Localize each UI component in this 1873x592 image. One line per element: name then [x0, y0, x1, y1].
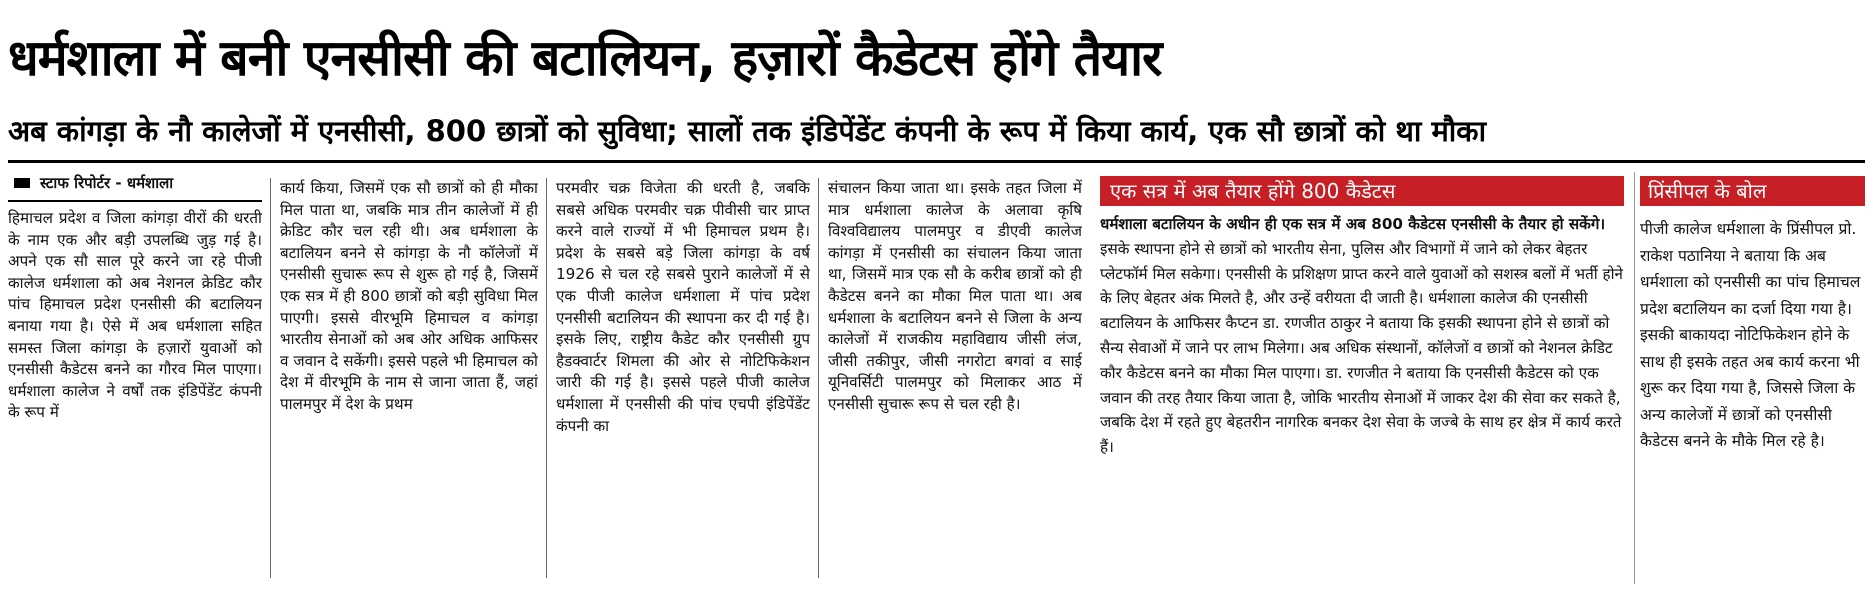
box-side-heading: प्रिंसीपल के बोल — [1640, 176, 1865, 206]
article-column-3 — [556, 178, 810, 590]
column-divider — [818, 178, 819, 578]
column-text: कार्य किया, जिसमें एक सौ छात्रों को ही मौका मिल पाता था, जबकि मात्र तीन कालेजों में ही क्रेडिट कौर चल रही थी। अब धर्मशाला के बटालियन बनने से कांगड़ा के नौ कॉलेजों में एनसीसी सुचारू रूप से शुरू हो गई है, जिसमें एक सत्र में ही 800 छात्रों को बड़ी सुविधा मिल पाएगी। इससे वीरभूमि हिमाचल व कांगड़ा भारतीय सेनाओं को अब ओर अधिक आफिसर व जवान दे सकेंगी। इससे पहले भी हिमाचल को देश में वीरभूमि के नाम से जाना जाता हैं, जहां पालमपुर में देश के प्रथम — [280, 179, 538, 413]
article-column-4 — [828, 178, 1082, 590]
article-column-1 — [8, 172, 262, 584]
column-divider — [270, 178, 271, 578]
article-column-2 — [280, 178, 538, 590]
top-rule — [8, 160, 1865, 163]
subheadline: अब कांगड़ा के नौ कालेजों में एनसीसी, 800 छात्रों को सुविधा; सालों तक इंडिपेंडेंट कंपनी के रूप में किया कार्य, एक सौ छात्रों को था मौका — [8, 114, 1487, 148]
column-divider — [546, 178, 547, 578]
box-main-heading: एक सत्र में अब तैयार होंगे 800 कैडेटस — [1100, 176, 1624, 206]
box-main-body — [1100, 212, 1624, 582]
headline: धर्मशाला में बनी एनसीसी की बटालियन, हज़ारों कैडेटस होंगे तैयार — [8, 29, 1162, 87]
column-text: हिमाचल प्रदेश व जिला कांगड़ा वीरों की धरती के नाम एक और बड़ी उपलब्धि जुड़ गई है। अपने एक सौ साल पूरे करने जा रहे पीजी कालेज धर्मशाला को अब नेशनल क्रेडिट कौर पांच हिमाचल प्रदेश एनसीसी की बटालियन बनाया गया है। ऐसे में अब धर्मशाला सहित समस्त जिला कांगड़ा के हज़ारों युवाओं को एनसीसी कैडेटस बनने का गौरव मिल पाएगा। धर्मशाला कालेज ने वर्षों तक इंडिपेंडेंट कंपनी के रूप में — [8, 209, 262, 422]
box-side-body: पीजी कालेज धर्मशाला के प्रिंसीपल प्रो. राकेश पठानिया ने बताया कि अब धर्मशाला को एनसीसी का पांच हिमाचल प्रदेश बटालियन का दर्जा दिया गया है। इसकी बाकायदा नोटिफिकेशन होने के साथ ही इसके तहत अब कार्य करना भी शुरू कर दिया गया है, जिससे जिला के अन्य कालेजों में छात्रों को एनसीसी कैडेटस बनने के मौके मिल रहे है। — [1640, 220, 1861, 450]
box-main-text: इसके स्थापना होने से छात्रों को भारतीय सेना, पुलिस और विभागों में जाने को लेकर बेहतर प्लेटफॉर्म मिल सकेगा। एनसीसी के प्रशिक्षण प्राप्त करने वाले युवाओं को सशस्त्र बलों में भर्ती होने के लिए बेहतर अंक मिलते है, और उन्हें वरीयता दी जाती है। धर्मशाला कालेज की एनसीसी बटालियन के आफिसर कैप्टन डा. रणजीत ठाकुर ने बताया कि इसकी स्थापना होने से छात्रों को सैन्य सेवाओं में जाने पर लाभ मिलेगा। अब अधिक संस्थानों, कॉलेजों व छात्रों को नेशनल क्रेडिट कौर कैडेटस बनने का मौका मिल पाएगा। डा. रणजीत ने बताया कि एनसीसी कैडेटस को एक जवान की तरह तैयार किया जाता है, जोकि भारतीय सेनाओं में जाकर देश की सेवा कर सकते है, जबकि देश में रहते हुए बेहतरीन नागरिक बनकर देश सेवा के जज्बे के साथ हर क्षेत्र में कार्य करते हैं। — [1100, 239, 1623, 457]
column-text: परमवीर चक्र विजेता की धरती है, जबकि सबसे अधिक परमवीर चक्र पीवीसी चार प्राप्त करने वाले राज्यों में भी हिमाचल प्रथम है। प्रदेश के सबसे बड़े जिला कांगड़ा के वर्ष 1926 से चल रहे सबसे पुराने कालेजों में से एक पीजी कालेज धर्मशाला में पांच प्रदेश एनसीसी बटालियन की स्थापना कर दी गई है। इसके लिए, राष्ट्रीय कैडेट कौर एनसीसी ग्रुप हैडक्वार्टर शिमला की ओर से नोटिफिकेशन जारी की गई है। इससे पहले पीजी कालेज धर्मशाला में एनसीसी की पांच एचपी इंडिपेंडेंट कंपनी का — [556, 179, 810, 435]
box-main-lead: धर्मशाला बटालियन के अधीन ही एक सत्र में अब 800 कैडेटस एनसीसी के तैयार हो सकेंगे। — [1100, 215, 1606, 233]
column-text: संचालन किया जाता था। इसके तहत जिला में मात्र धर्मशाला कालेज के अलावा कृषि विश्वविद्यालय पालमपुर व डीएवी कालेज कांगड़ा में एनसीसी का संचालन किया जाता था, जिसमें मात्र एक सौ के करीब छात्रों को ही कैडेटस बनने का मौका मिल पाता था। अब धर्मशाला के बटालियन बनने से जिला के अन्य कालेजों में राजकीय महाविद्याय जीसी लंज, जीसी तकीपुर, जीसी नगरोटा बगवां व साई यूनिवर्सिटी पालमपुर को मिलाकर आठ में एनसीसी सुचारू रूप से चल रही है। — [828, 179, 1082, 413]
byline-rule — [8, 200, 262, 202]
byline: स्टाफ रिपोर्टर - धर्मशाला — [8, 172, 262, 194]
